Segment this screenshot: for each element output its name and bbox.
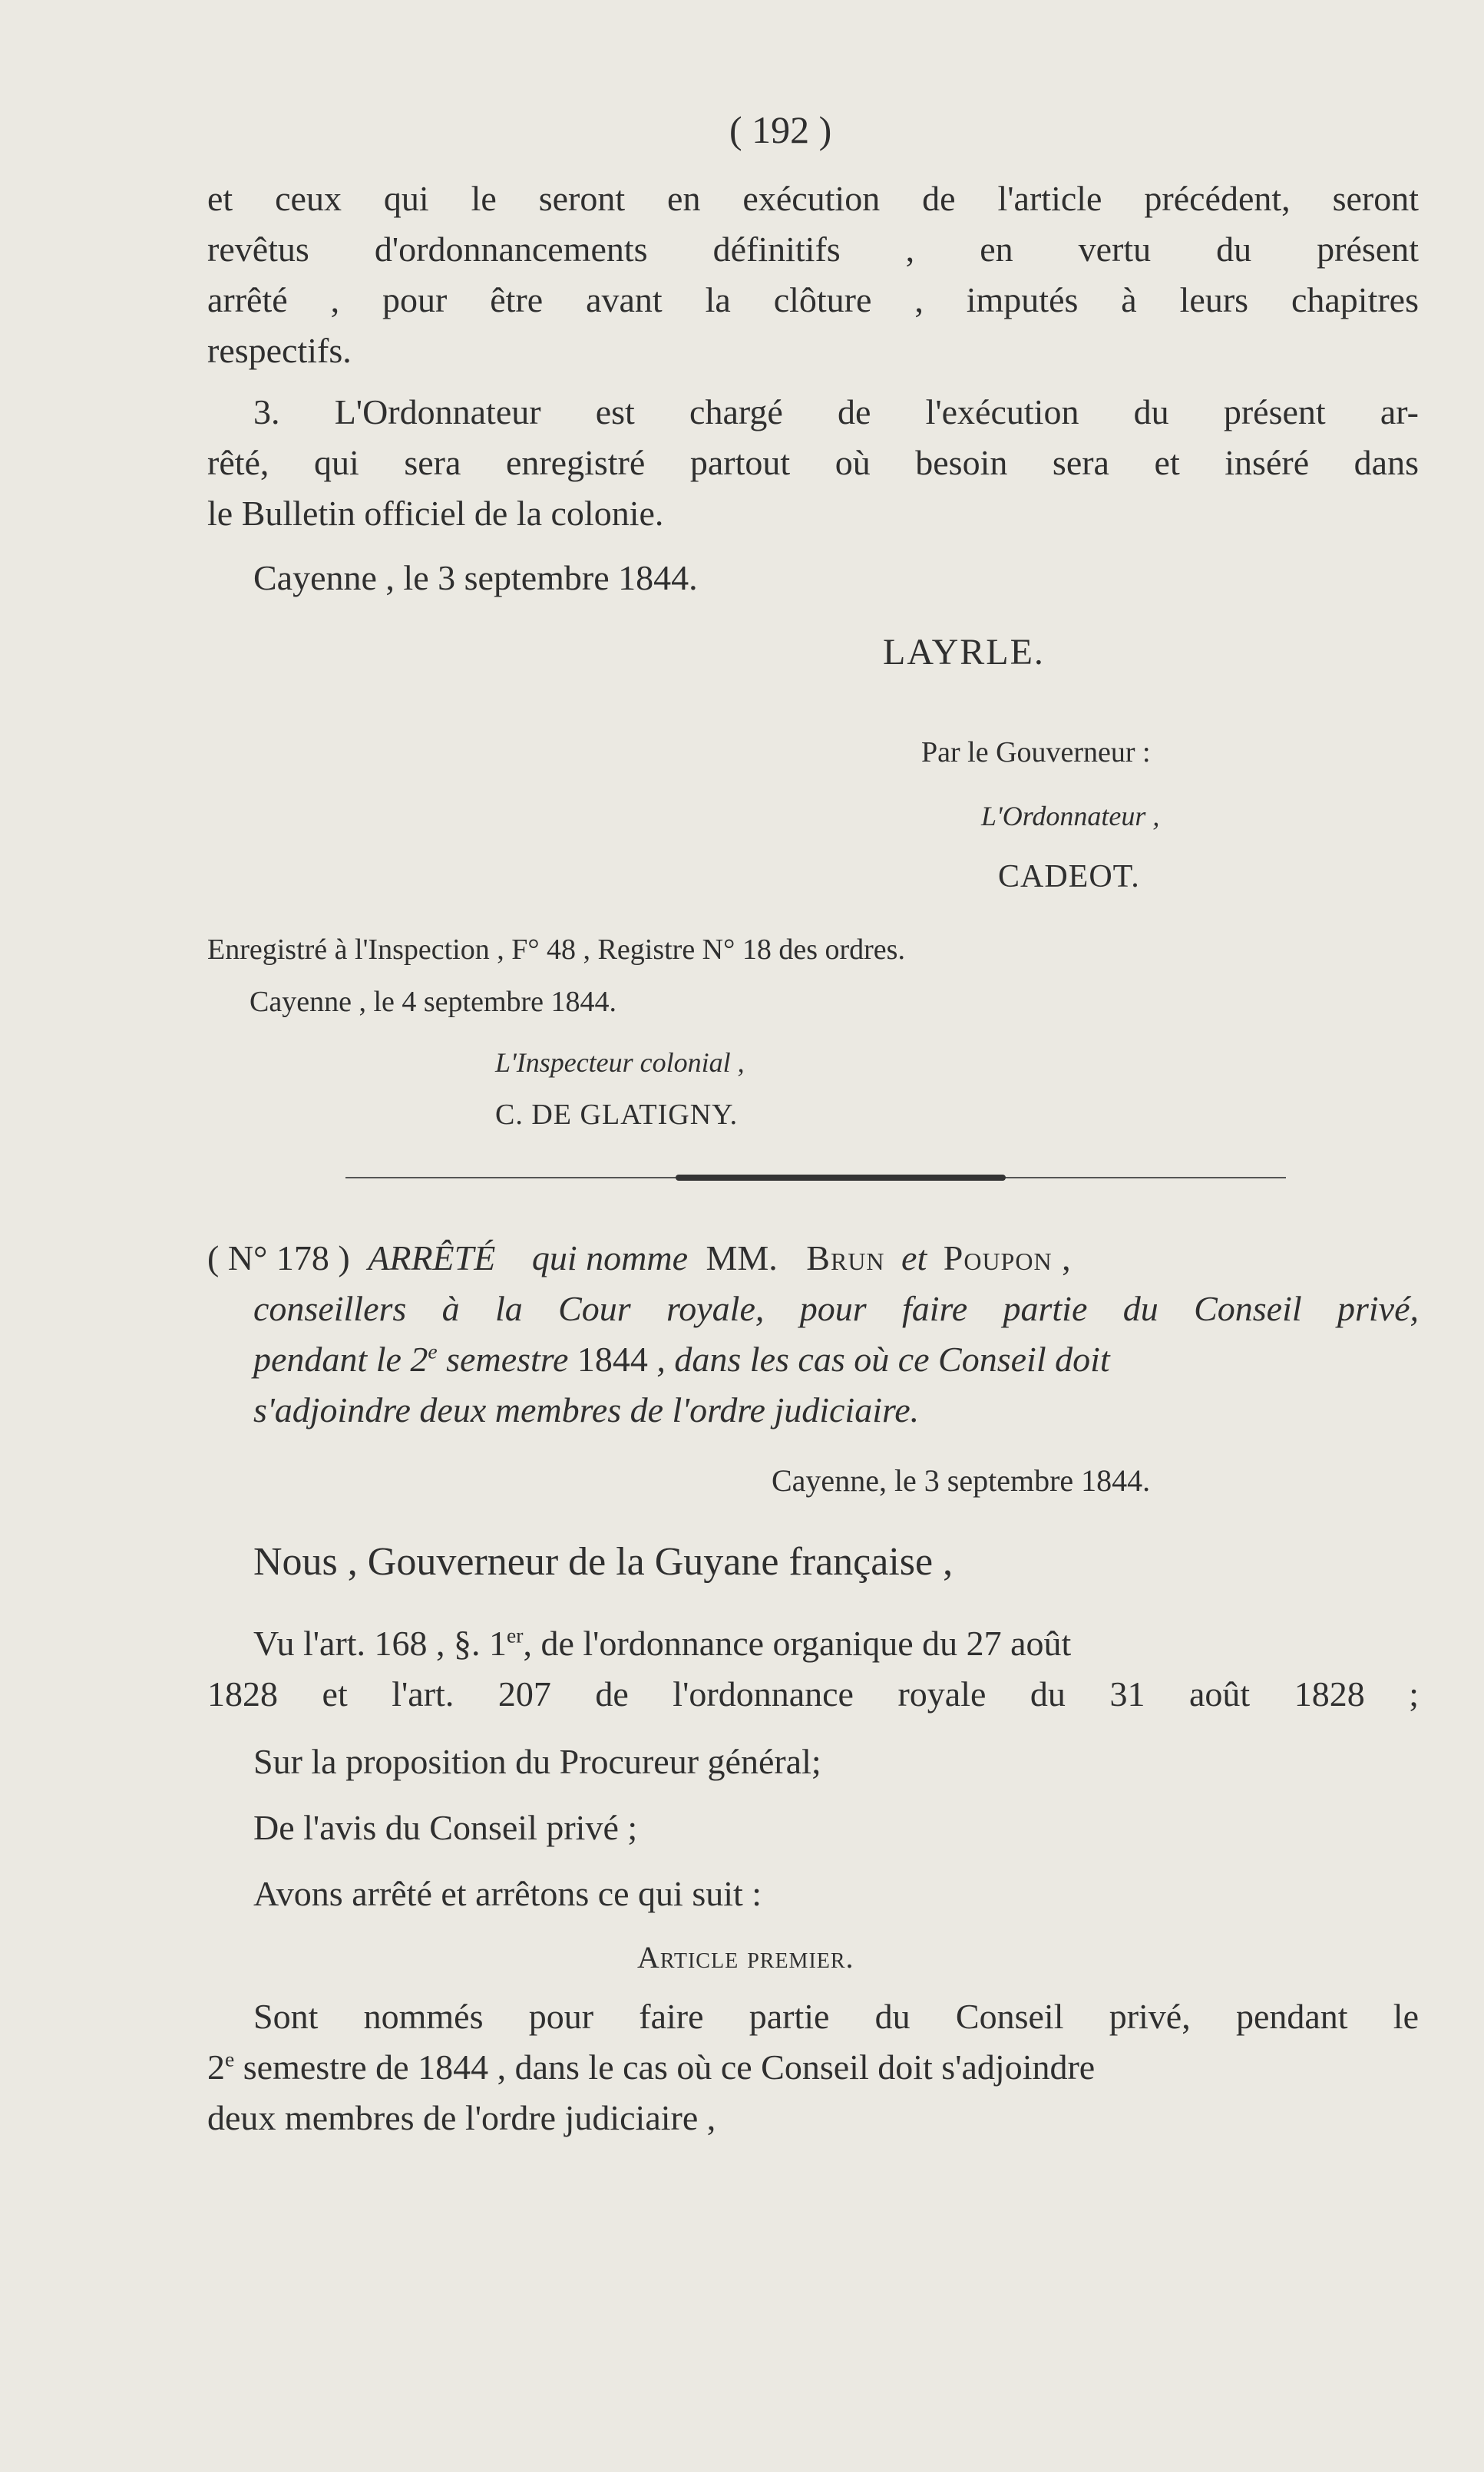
vu-line-2: 1828 et l'art. 207 de l'ordonnance royale du 31 août 1828 ; <box>207 1674 1419 1714</box>
de-l-avis: De l'avis du Conseil privé ; <box>253 1808 638 1847</box>
arrete-header-line-3 <box>253 1339 1419 1380</box>
sont-nommes-line-3: deux membres de l'ordre judiciaire , <box>207 2098 716 2137</box>
date-2: Cayenne , le 4 septembre 1844. <box>250 986 617 1018</box>
arrete-header-line-4: s'adjoindre deux membres de l'ordre judiciaire. <box>253 1390 920 1429</box>
sont-nommes-line-2: 2e semestre de 1844 , dans le cas où ce Conseil doit s'adjoindre <box>207 2047 1096 2087</box>
article3-line-2: rêté, qui sera enregistré partout où besoin sera et inséré dans <box>207 443 1419 482</box>
vu-line-1: Vu l'art. 168 , §. 1er, de l'ordonnance organique du 27 août <box>253 1623 1072 1663</box>
date-1: Cayenne , le 3 septembre 1844. <box>253 558 698 597</box>
signature-cadeot: CADEOT. <box>998 859 1140 894</box>
article3-line-1: 3. L'Ordonnateur est chargé de l'exécution du présent ar- <box>253 392 1419 431</box>
ordonnateur-title: L'Ordonnateur , <box>981 801 1160 831</box>
avons-arrete: Avons arrêté et arrêtons ce qui suit : <box>253 1874 762 1913</box>
top-paragraph-line-3: arrêté , pour être avant la clôture , imputés à leurs chapitres <box>207 280 1419 319</box>
top-paragraph-line-4: respectifs. <box>207 331 352 370</box>
arrete-mm: MM. <box>706 1238 778 1277</box>
arrete-header-line-2: conseillers à la Cour royale, pour faire partie du Conseil privé, <box>253 1289 1419 1328</box>
date-3: Cayenne, le 3 septembre 1844. <box>772 1463 1151 1498</box>
sont-nommes-line-1: Sont nommés pour faire partie du Conseil privé, pendant le <box>253 1997 1419 2036</box>
arrete-qui-nomme: qui nomme <box>531 1238 688 1277</box>
article3-line-3: le Bulletin officiel de la colonie. <box>207 494 664 533</box>
signature-layrle: LAYRLE. <box>883 632 1045 673</box>
registration-line: Enregistré à l'Inspection , F° 48 , Registre N° 18 des ordres. <box>207 934 905 966</box>
article-premier-heading: Article premier. <box>637 1940 854 1975</box>
arrete-brun: Brun <box>806 1238 885 1277</box>
arrete-header-line-1 <box>207 1238 1072 1278</box>
arrete-number: ( N° 178 ) <box>207 1238 350 1277</box>
arrete-header-l3-a: pendant le 2e semestre 1844 , dans les cas où ce Conseil doit <box>253 1339 1110 1379</box>
inspecteur-title: L'Inspecteur colonial , <box>495 1047 745 1078</box>
signature-glatigny: C. DE GLATIGNY. <box>495 1099 739 1131</box>
page-number: ( 192 ) <box>729 108 832 151</box>
sur-proposition: Sur la proposition du Procureur général; <box>253 1742 821 1781</box>
top-paragraph-line-1: et ceux qui le seront en exécution de l'article précédent, seront <box>207 179 1419 218</box>
top-paragraph-line-2: revêtus d'ordonnancements définitifs , en vertu du présent <box>207 230 1419 269</box>
nous-gouverneur-line: Nous , Gouverneur de la Guyane française , <box>253 1540 954 1584</box>
par-le-gouverneur: Par le Gouverneur : <box>921 736 1151 768</box>
arrete-poupon: Poupon , <box>943 1238 1072 1277</box>
section-divider-swell <box>676 1175 1006 1181</box>
arrete-et: et <box>901 1238 927 1277</box>
arrete-word: ARRÊTÉ <box>368 1238 496 1277</box>
